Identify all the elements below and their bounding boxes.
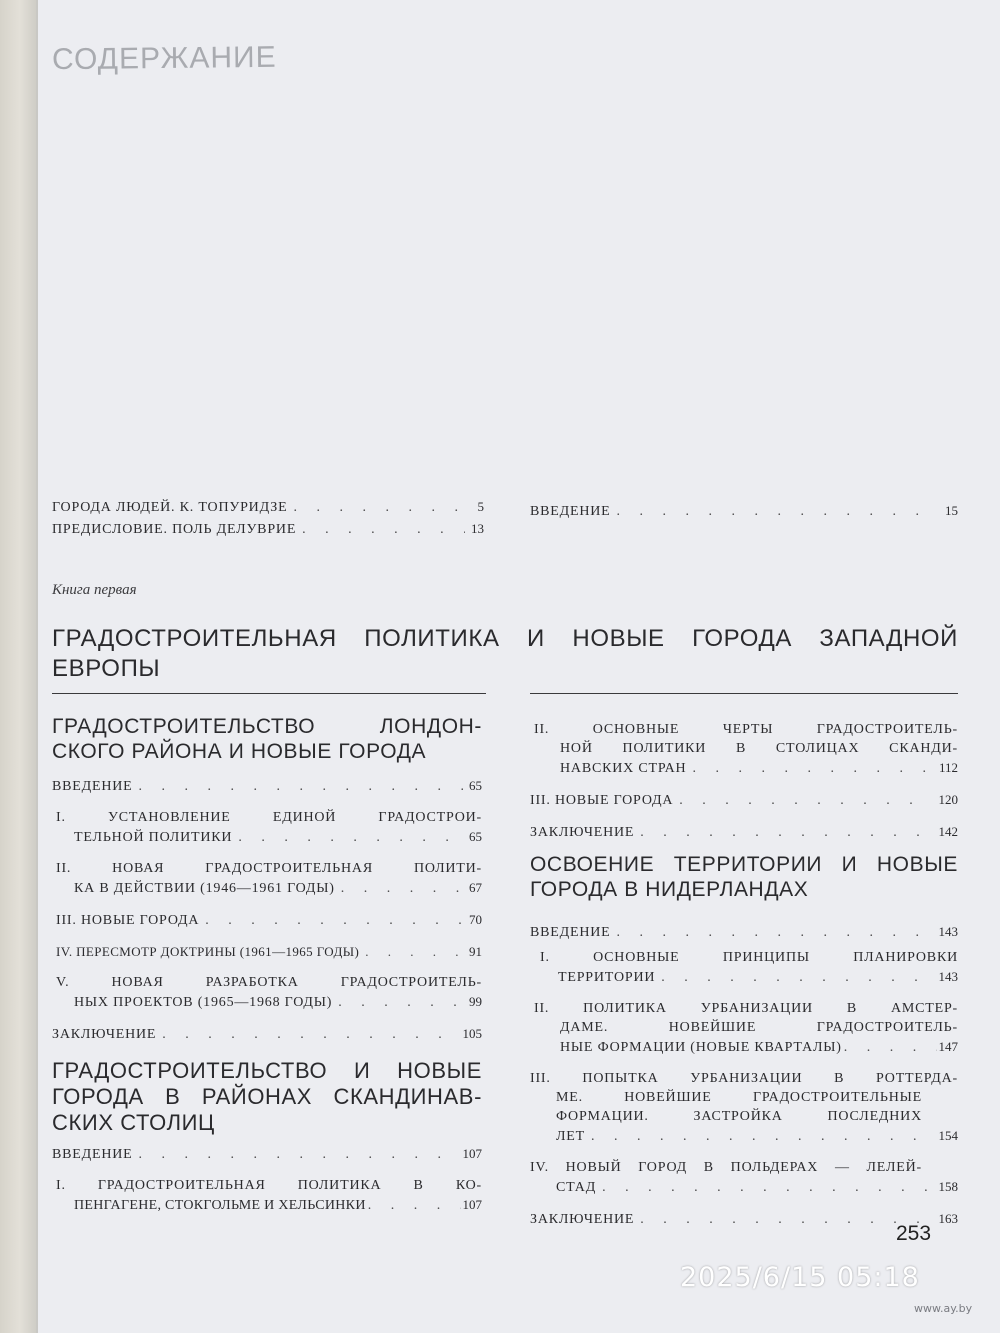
toc-entry[interactable]	[52, 910, 482, 930]
leader-dots	[617, 502, 939, 521]
leader-dots	[238, 828, 463, 847]
toc-entry-page: 70	[469, 912, 482, 927]
toc-entry-page: 120	[938, 792, 958, 807]
toc-entry-line: МЕ. НОВЕЙШИЕ ГРАДОСТРОИТЕЛЬНЫЕ	[556, 1090, 922, 1105]
toc-entry[interactable]	[52, 1024, 482, 1044]
section-title-line: ГРАДОСТРОИТЕЛЬСТВО ЛОНДОН-	[52, 715, 482, 738]
toc-entry-page: 163	[938, 1211, 958, 1226]
toc-entry-line: I. УСТАНОВЛЕНИЕ ЕДИНОЙ ГРАДОСТРОИ-	[56, 810, 482, 825]
toc-entry[interactable]	[52, 859, 482, 898]
leader-dots	[341, 879, 463, 898]
toc-entry-label: ЗАКЛЮЧЕНИЕ	[530, 1212, 635, 1227]
toc-entry[interactable]	[52, 776, 482, 796]
toc-entry-label: ВВЕДЕНИЕ	[52, 779, 133, 794]
toc-entry[interactable]	[52, 497, 484, 517]
toc-entry-label: ПЕНГАГЕНЕ, СТОКГОЛЬМЕ И ХЕЛЬСИНКИ	[74, 1198, 366, 1213]
toc-entry-page: 112	[938, 760, 958, 775]
toc-entry-label: ЛЕТ	[556, 1129, 585, 1144]
toc-entry[interactable]	[530, 822, 958, 842]
toc-entry-label: ВВЕДЕНИЕ	[52, 1147, 133, 1162]
toc-entry[interactable]	[530, 1069, 958, 1146]
leader-dots	[338, 993, 463, 1012]
toc-entry-line: II. ПОЛИТИКА УРБАНИЗАЦИИ В АМСТЕР-	[534, 1001, 958, 1016]
divider-rule	[52, 693, 486, 694]
toc-entry[interactable]	[530, 999, 958, 1057]
toc-entry-line: ДАМЕ. НОВЕЙШИЕ ГРАДОСТРОИТЕЛЬ-	[560, 1020, 958, 1035]
page-title: СОДЕРЖАНИЕ	[51, 40, 277, 77]
toc-entry-label: ГОРОДА ЛЮДЕЙ. К. ТОПУРИДЗЕ	[52, 500, 288, 515]
toc-left-column	[52, 714, 482, 1227]
toc-entry-line: II. НОВАЯ ГРАДОСТРОИТЕЛЬНАЯ ПОЛИТИ-	[56, 861, 482, 876]
leader-dots	[617, 923, 933, 942]
book-label: Книга первая	[52, 582, 137, 598]
leader-dots	[640, 823, 932, 842]
toc-entry-label: ТЕЛЬНОЙ ПОЛИТИКИ	[74, 830, 233, 845]
toc-entry-label: ПРЕДИСЛОВИЕ. ПОЛЬ ДЕЛУВРИЕ	[52, 522, 297, 537]
toc-entry-page: 143	[938, 924, 958, 939]
toc-entry-line: I. ГРАДОСТРОИТЕЛЬНАЯ ПОЛИТИКА В КО-	[56, 1178, 482, 1193]
leader-dots	[139, 1145, 457, 1164]
leader-dots	[302, 520, 465, 539]
page-number: 253	[896, 1222, 932, 1245]
section-title-line: ГРАДОСТРОИТЕЛЬСТВО И НОВЫЕ	[52, 1058, 482, 1083]
toc-entry-page: 147	[938, 1039, 958, 1054]
leader-dots	[602, 1178, 932, 1197]
toc-entry[interactable]	[530, 501, 958, 521]
section-title-line: ГОРОДА В НИДЕРЛАНДАХ	[530, 878, 809, 901]
section-title-line: СКИХ СТОЛИЦ	[52, 1110, 215, 1135]
toc-entry[interactable]	[52, 519, 484, 539]
toc-entry-page: 142	[938, 824, 958, 839]
toc-entry-line: НОЙ ПОЛИТИКИ В СТОЛИЦАХ СКАНДИ-	[560, 741, 958, 756]
section-title-netherlands	[530, 852, 958, 902]
toc-entry-label: НЫХ ПРОЕКТОВ (1965—1968 ГОДЫ)	[74, 995, 333, 1010]
book-spine	[0, 0, 36, 1333]
leader-dots	[139, 777, 463, 796]
toc-entry-page: 99	[469, 994, 482, 1009]
toc-entry[interactable]	[530, 790, 958, 810]
toc-entry-page: 5	[477, 499, 484, 514]
toc-entry-page: 15	[945, 503, 958, 518]
leader-dots	[368, 1196, 461, 1215]
leader-dots	[205, 911, 463, 930]
site-watermark: www.ay.by	[914, 1302, 973, 1315]
leader-dots	[679, 791, 932, 810]
section-title-line: СКОГО РАЙОНА И НОВЫЕ ГОРОДА	[52, 740, 427, 763]
toc-entry-label: ВВЕДЕНИЕ	[530, 504, 611, 519]
toc-entry-line: I. ОСНОВНЫЕ ПРИНЦИПЫ ПЛАНИРОВКИ	[540, 950, 958, 965]
toc-entry-line: V. НОВАЯ РАЗРАБОТКА ГРАДОСТРОИТЕЛЬ-	[56, 975, 482, 990]
leader-dots	[844, 1038, 937, 1057]
toc-entry-page: 65	[469, 829, 482, 844]
toc-entry-label: ЗАКЛЮЧЕНИЕ	[530, 825, 635, 840]
toc-entry-label: НЫЕ ФОРМАЦИИ (НОВЫЕ КВАРТАЛЫ)	[560, 1040, 842, 1055]
toc-entry[interactable]	[530, 948, 958, 987]
section-title-london	[52, 714, 482, 764]
section-title-scandinavia	[52, 1058, 482, 1136]
toc-entry[interactable]	[530, 720, 958, 778]
section-title-line: ГОРОДА В РАЙОНАХ СКАНДИНАВ-	[52, 1084, 482, 1109]
leader-dots	[692, 759, 933, 778]
toc-entry-page: 105	[462, 1026, 482, 1041]
toc-entry-line: II. ОСНОВНЫЕ ЧЕРТЫ ГРАДОСТРОИТЕЛЬ-	[534, 722, 958, 737]
toc-right-column	[530, 720, 958, 1241]
toc-entry-page: 13	[471, 521, 484, 536]
toc-entry-line: III. ПОПЫТКА УРБАНИЗАЦИИ В РОТТЕРДА-	[530, 1071, 958, 1086]
toc-entry[interactable]	[52, 973, 482, 1012]
front-matter-right	[530, 501, 958, 521]
toc-entry[interactable]	[52, 808, 482, 847]
toc-entry[interactable]	[530, 1209, 958, 1229]
leader-dots	[162, 1025, 456, 1044]
toc-entry-label: КА В ДЕЙСТВИИ (1946—1961 ГОДЫ)	[74, 881, 335, 896]
toc-entry[interactable]	[530, 922, 958, 942]
toc-entry-label: III. НОВЫЕ ГОРОДА	[56, 913, 200, 928]
toc-entry-label: ТЕРРИТОРИИ	[558, 970, 656, 985]
toc-entry-page: 67	[469, 880, 482, 895]
book-title: ГРАДОСТРОИТЕЛЬНАЯ ПОЛИТИКА И НОВЫЕ ГОРОДА ЗАПАДНОЙ ЕВРОПЫ	[52, 625, 958, 682]
divider-rule	[530, 693, 958, 694]
toc-entry[interactable]	[52, 942, 482, 961]
toc-entry-line: ФОРМАЦИИ. ЗАСТРОЙКА ПОСЛЕДНИХ	[556, 1109, 922, 1124]
toc-entry-label: IV. ПЕРЕСМОТР ДОКТРИНЫ (1961—1965 ГОДЫ)	[56, 944, 360, 959]
toc-entry-page: 143	[938, 969, 958, 984]
toc-entry[interactable]	[52, 1144, 482, 1164]
leader-dots	[365, 942, 463, 961]
section-title-line: ОСВОЕНИЕ ТЕРРИТОРИИ И НОВЫЕ	[530, 853, 958, 876]
photo-timestamp: 2025/6/15 05:18	[680, 1262, 920, 1293]
front-matter-left	[52, 497, 484, 539]
leader-dots	[640, 1210, 932, 1229]
toc-entry-page: 158	[938, 1179, 958, 1194]
spine-edge	[36, 0, 38, 1333]
toc-entry-page: 91	[469, 944, 482, 959]
toc-entry[interactable]	[530, 1158, 958, 1197]
toc-entry-page: 154	[938, 1128, 958, 1143]
toc-entry-label: ЗАКЛЮЧЕНИЕ	[52, 1027, 157, 1042]
leader-dots	[293, 498, 471, 517]
toc-entry-page: 107	[462, 1197, 482, 1212]
toc-entry-line: IV. НОВЫЙ ГОРОД В ПОЛЬДЕРАХ — ЛЕЛЕЙ-	[530, 1160, 922, 1175]
leader-dots	[591, 1127, 933, 1146]
toc-entry-label: ВВЕДЕНИЕ	[530, 925, 611, 940]
toc-entry-label: НАВСКИХ СТРАН	[560, 761, 687, 776]
toc-entry-page: 65	[469, 778, 482, 793]
toc-entry-page: 107	[462, 1146, 482, 1161]
toc-entry-label: СТАД	[556, 1180, 597, 1195]
toc-entry[interactable]	[52, 1176, 482, 1215]
leader-dots	[661, 968, 932, 987]
toc-entry-label: III. НОВЫЕ ГОРОДА	[530, 793, 674, 808]
